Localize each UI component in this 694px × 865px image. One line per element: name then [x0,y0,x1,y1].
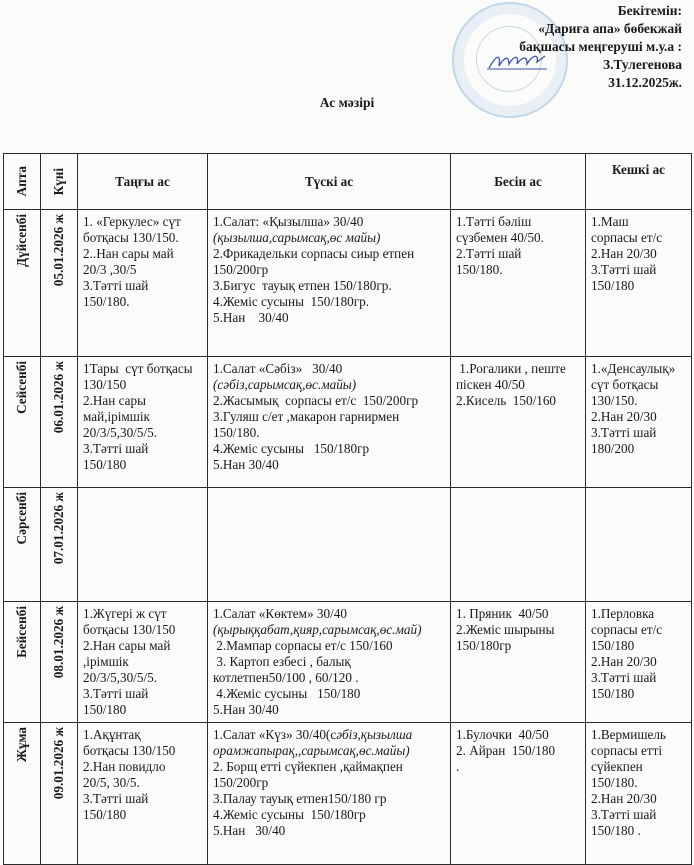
day-name: Сәрсенбі [14,492,29,545]
breakfast-item-line: 3.Тәтті шай [83,686,149,701]
day-cell [4,602,41,723]
breakfast-item-line: 20/3/5,30/5/5. [83,670,157,685]
day-name: Бейсенбі [14,606,29,658]
line-part-italic: әбіз,қызылша [336,727,413,742]
snack-cell [451,488,586,602]
table-header-row [4,154,692,210]
dinner-cell [586,602,692,723]
dinner-item-line: 3.Тәтті шай [591,670,657,685]
dinner-cell [586,488,692,602]
lunch-item-line: 5.Нан 30/40 [213,457,279,472]
header-date: Күні [41,154,78,210]
date-value: 05.01.2026 ж [51,214,66,287]
lunch-item-line: 3.Бигус тауық етпен 150/180гр. [213,278,392,293]
approval-position: бақшасы меңгеруші м.у.а : [519,39,682,54]
breakfast-item-line: ,ірімшік [83,654,129,669]
dinner-item-line: 130/150. [591,393,638,408]
snack-item-line: піскен 40/50 [456,377,525,392]
snack-item-line: 1. Пряник 40/50 [456,606,549,621]
header-dinner: Кешкі ас [586,154,692,210]
snack-cell [451,723,586,865]
day-cell [4,488,41,602]
day-cell [4,357,41,488]
lunch-item-line: 2.Мампар сорпасы ет/с 150/160 [213,638,393,653]
breakfast-item-line: 20/5, 30/5. [83,775,140,790]
snack-item-line: 2. Айран 150/180 [456,743,556,758]
dinner-item-line: 150/180 . [591,823,641,838]
breakfast-item-line: 2.Нан сары [83,393,146,408]
breakfast-item-line: 150/180 [83,457,127,472]
approval-org: «Дариға апа» бөбекжай [538,21,682,36]
breakfast-item-line: 3.Тәтті шай [83,278,149,293]
snack-item-line: 2.Тәтті шай [456,246,522,261]
day-cell [4,723,41,865]
breakfast-item-line: 20/3 ,30/5 [83,262,137,277]
breakfast-item-line: 2..Нан сары май [83,246,174,261]
dinner-cell [586,723,692,865]
dinner-item-line: сорпасы етті [591,743,663,758]
lunch-item-line: 2. Борщ етті сүйекпен ,қаймақпен [213,759,403,774]
lunch-item-line: 3. Картоп езбесі , балық [213,654,351,669]
lunch-item-line: 4.Жеміс сусыны 150/180гр. [213,294,370,309]
table-row [4,488,692,602]
breakfast-item-line: 2.Нан сары май [83,638,171,653]
day-name: Сейсенбі [14,361,29,414]
lunch-item-line: 2.Фрикадельки сорпасы сиыр етпен [213,246,415,261]
snack-item-line: . [456,759,460,774]
lunch-item-line: (сәбіз,сарымсақ,өс.майы) [213,377,357,392]
dinner-item-line: 150/180 [591,638,635,653]
day-name: Дүйсенбі [14,214,29,267]
snack-item-line: 150/180. [456,262,503,277]
breakfast-item-line: 3.Тәтті шай [83,441,149,456]
breakfast-item-line: 1. «Геркулес» сүт [83,214,181,229]
lunch-item-line: 150/180. [213,425,260,440]
lunch-item-line: 5.Нан 30/40 [213,702,279,717]
date-cell [41,488,78,602]
lunch-cell [208,210,451,357]
dinner-item-line: 1.Маш [591,214,629,229]
lunch-item-line: 5.Нан 30/40 [213,823,286,838]
line-part: 1.Салат «Күз» 30/40(с [213,727,337,742]
dinner-item-line: сорпасы ет/с [591,230,663,245]
lunch-cell [208,602,451,723]
snack-cell [451,602,586,723]
dinner-cell [586,210,692,357]
day-name: Жұма [14,727,29,763]
lunch-item-line: (қырыққабат,қияр,сарымсақ,өс.май) [213,622,422,637]
header-week: Апта [4,154,41,210]
lunch-item-line: 3.Гуляш с/ет ,макарон гарнирмен [213,409,400,424]
date-cell [41,723,78,865]
approval-heading: Бекітемін: [617,3,682,18]
breakfast-item-line: 150/180. [83,294,130,309]
header-breakfast: Таңғы ас [78,154,208,210]
breakfast-item-line: 150/180 [83,702,127,717]
dinner-item-line: сүйекпен [591,759,643,774]
date-value: 06.01.2026 ж [51,361,66,434]
day-cell [4,210,41,357]
snack-item-line: 2.Кисель 150/160 [456,393,557,408]
lunch-item-line: 1.Салат: «Қызылша» 30/40 [213,214,364,229]
date-cell [41,602,78,723]
breakfast-item-line: 1.Ақұнтақ [83,727,141,742]
date-cell [41,357,78,488]
approval-block [420,2,682,92]
breakfast-item-line: 1Тары сүт ботқасы [83,361,193,376]
breakfast-item-line: 2.Нан повидло [83,759,166,774]
dinner-item-line: 3.Тәтті шай [591,262,657,277]
snack-item-line: 2.Жеміс шырыны [456,622,555,637]
lunch-item-line: 4.Жеміс сусыны 150/180гр [213,807,366,822]
dinner-item-line: сүт ботқасы [591,377,659,392]
lunch-item-line: орамжапырақ,,сарымсақ,өс.майы) [213,743,410,758]
breakfast-item-line: май,ірімшік [83,409,150,424]
dinner-item-line: 3.Тәтті шай [591,425,657,440]
breakfast-cell [78,357,208,488]
breakfast-item-line: ботқасы 130/150 [83,743,176,758]
lunch-item-line: 1.Салат «Көктем» 30/40 [213,606,347,621]
header-lunch: Түскі ас [208,154,451,210]
dinner-item-line: 1.Вермишель [591,727,666,742]
snack-item-line: 1.Тәтті бәліш [456,214,532,229]
breakfast-cell [78,210,208,357]
breakfast-item-line: 130/150 [83,377,127,392]
breakfast-cell [78,723,208,865]
menu-table [3,153,692,865]
dinner-item-line: 1.«Денсаулық» [591,361,676,376]
dinner-item-line: сорпасы ет/с [591,622,663,637]
snack-item-line: 1.Булочки 40/50 [456,727,549,742]
approval-name: З.Тулегенова [603,57,682,72]
dinner-item-line: 180/200 [591,441,635,456]
lunch-item-line: 2.Жасымық сорпасы ет/с 150/200гр [213,393,419,408]
lunch-item-line [213,727,445,743]
dinner-item-line: 150/180 [591,278,635,293]
table-row [4,723,692,865]
snack-item-line: 1.Рогалики , пеште [456,361,566,376]
table-row [4,602,692,723]
breakfast-item-line: 3.Тәтті шай [83,791,149,806]
table-row [4,210,692,357]
breakfast-item-line: ботқасы 130/150 [83,622,176,637]
lunch-item-line: (қызылша,сарымсақ,өс майы) [213,230,381,245]
dinner-item-line: 2.Нан 20/30 [591,654,657,669]
dinner-item-line: 1.Перловка [591,606,655,621]
dinner-item-line: 2.Нан 20/30 [591,791,657,806]
lunch-item-line: 4.Жеміс сусыны 150/180 [213,686,361,701]
lunch-cell [208,488,451,602]
dinner-cell [586,357,692,488]
snack-item-line: сүзбемен 40/50. [456,230,544,245]
table-row [4,357,692,488]
dinner-item-line: 3.Тәтті шай [591,807,657,822]
snack-item-line: 150/180гр [456,638,512,653]
lunch-item-line: котлетпен50/100 , 60/120 . [213,670,359,685]
lunch-item-line: 3.Палау тауық етпен150/180 гр [213,791,387,806]
date-value: 09.01.2026 ж [51,727,66,800]
dinner-item-line: 150/180. [591,775,638,790]
snack-cell [451,357,586,488]
date-value: 07.01.2026 ж [51,492,66,565]
lunch-item-line: 5.Нан 30/40 [213,310,289,325]
date-cell [41,210,78,357]
approval-date: 31.12.2025ж. [608,75,682,90]
snack-cell [451,210,586,357]
dinner-item-line: 2.Нан 20/30 [591,409,657,424]
breakfast-item-line: 150/180 [83,807,127,822]
breakfast-cell [78,602,208,723]
lunch-cell [208,723,451,865]
breakfast-cell [78,488,208,602]
page-title: Ас мәзірі [319,95,375,110]
lunch-item-line: 150/200гр [213,262,269,277]
breakfast-item-line: 1.Жүгері ж сүт [83,606,167,621]
dinner-item-line: 2.Нан 20/30 [591,246,657,261]
lunch-item-line: 150/200гр [213,775,269,790]
dinner-item-line: 150/180 [591,686,635,701]
date-value: 08.01.2026 ж [51,606,66,679]
lunch-item-line: 1.Салат «Сәбіз» 30/40 [213,361,343,376]
menu-table-body [4,210,692,865]
lunch-item-line: 4.Жеміс сусыны 150/180гр [213,441,370,456]
breakfast-item-line: ботқасы 130/150. [83,230,179,245]
lunch-cell [208,357,451,488]
header-snack: Бесін ас [451,154,586,210]
breakfast-item-line: 20/3/5,30/5/5. [83,425,157,440]
